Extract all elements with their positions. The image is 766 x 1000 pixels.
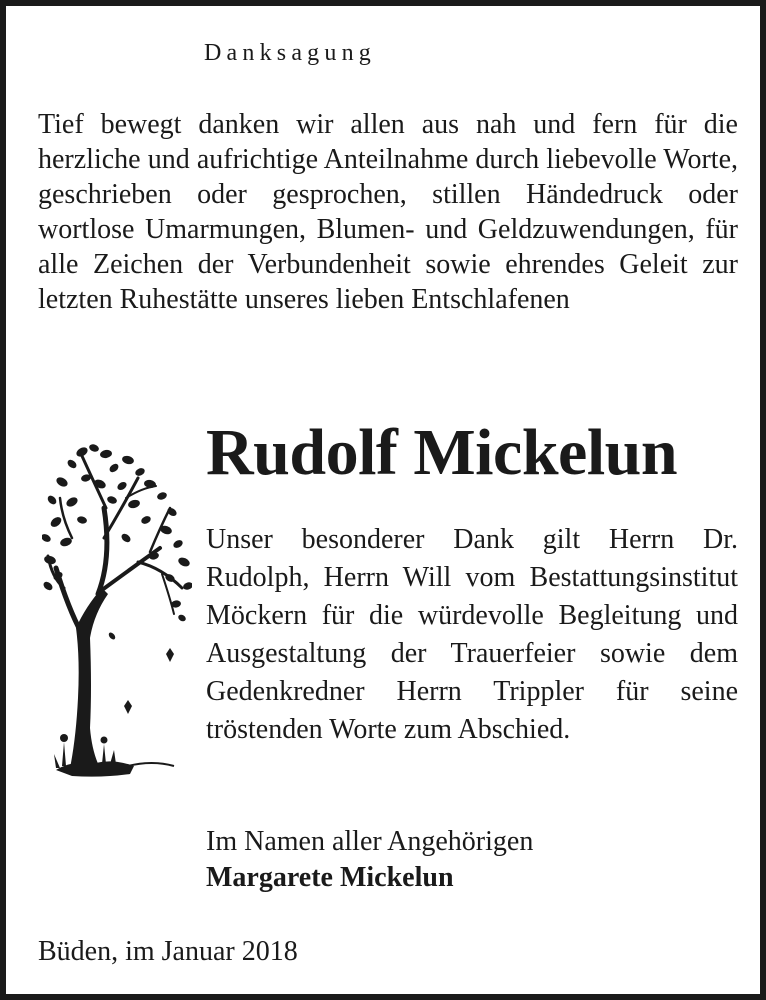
notice-heading: Danksagung [204,40,376,66]
tree-silhouette-icon [42,438,192,783]
special-thanks-paragraph: Unser besonderer Dank gilt Herrn Dr. Rudolph, Herrn Will vom Bestattungsinstitut Möckern für die würdevolle Begleitung und Ausgestaltung der Trauerfeier sowie dem Gedenkredner Herrn Trippler für seine tröstenden Worte zum Abschied. [206,524,738,745]
signer-name: Margarete Mickelun [206,862,454,893]
deceased-name: Rudolf Mickelun [206,416,678,489]
place-date: Büden, im Januar 2018 [38,936,298,967]
on-behalf-line: Im Namen aller Angehörigen [206,826,534,857]
intro-paragraph: Tief bewegt danken wir allen aus nah und fern für die herzliche und aufrichtige Anteilnahme durch liebevolle Worte, geschrieben oder gesprochen, stillen Händedruck oder wortlose Umarmungen, Blumen- und Geldzuwendungen, für alle Zeichen der Verbundenheit sowie ehrendes Geleit zur letzten Ruhestätte unseres lieben Entschlafenen [38,109,738,315]
